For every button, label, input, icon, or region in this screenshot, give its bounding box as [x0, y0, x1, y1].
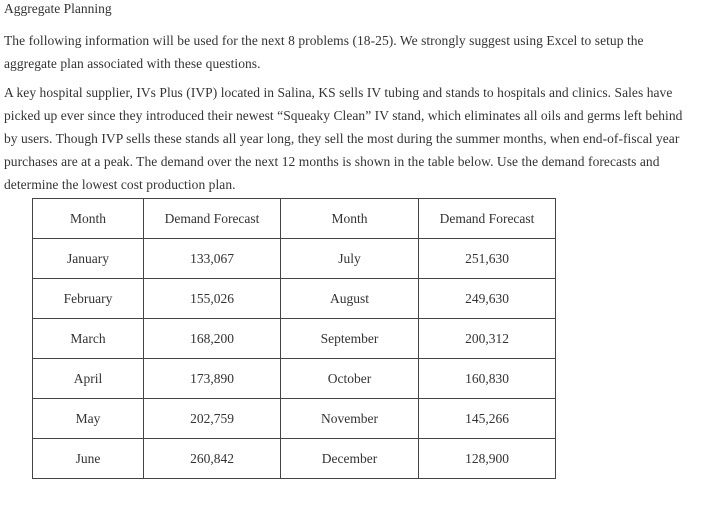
demand-cell: 251,630: [419, 239, 556, 279]
demand-cell: 260,842: [144, 439, 281, 479]
demand-cell: 155,026: [144, 279, 281, 319]
demand-cell: 145,266: [419, 399, 556, 439]
document-heading: Aggregate Planning: [4, 1, 112, 16]
demand-forecast-table: [32, 198, 556, 479]
month-cell: November: [281, 399, 419, 439]
month-cell: August: [281, 279, 419, 319]
demand-cell: 128,900: [419, 439, 556, 479]
table-row: [33, 319, 556, 359]
month-cell: May: [33, 399, 144, 439]
demand-cell: 168,200: [144, 319, 281, 359]
month-cell: February: [33, 279, 144, 319]
demand-cell: 133,067: [144, 239, 281, 279]
column-header: Month: [281, 199, 419, 239]
month-cell: September: [281, 319, 419, 359]
table-row: [33, 399, 556, 439]
month-cell: July: [281, 239, 419, 279]
month-cell: April: [33, 359, 144, 399]
demand-cell: 202,759: [144, 399, 281, 439]
month-cell: January: [33, 239, 144, 279]
demand-cell: 160,830: [419, 359, 556, 399]
column-header: Demand Forecast: [419, 199, 556, 239]
month-cell: October: [281, 359, 419, 399]
month-cell: December: [281, 439, 419, 479]
scenario-paragraph: A key hospital supplier, IVs Plus (IVP) located in Salina, KS sells IV tubing and stands to hospitals and clinics. Sales have picked up ever since they introduced their newest “Squeaky Clean” IV stand, which eliminates all oils and germs left behind by users. Though IVP sells these stands all year long, they sell the most during the summer months, when end-of-fiscal year purchases are at a peak. The demand over the next 12 months is shown in the table below. Use the demand forecasts and determine the lowest cost production plan.: [4, 85, 683, 192]
demand-cell: 173,890: [144, 359, 281, 399]
intro-paragraph: The following information will be used for the next 8 problems (18-25). We strongly suggest using Excel to setup the aggregate plan associated with these questions.: [4, 33, 644, 71]
table-row: [33, 359, 556, 399]
demand-cell: 249,630: [419, 279, 556, 319]
month-cell: March: [33, 319, 144, 359]
table-row: [33, 439, 556, 479]
table-row: [33, 239, 556, 279]
month-cell: June: [33, 439, 144, 479]
demand-cell: 200,312: [419, 319, 556, 359]
column-header: Month: [33, 199, 144, 239]
table-header-row: [33, 199, 556, 239]
column-header: Demand Forecast: [144, 199, 281, 239]
table-row: [33, 279, 556, 319]
